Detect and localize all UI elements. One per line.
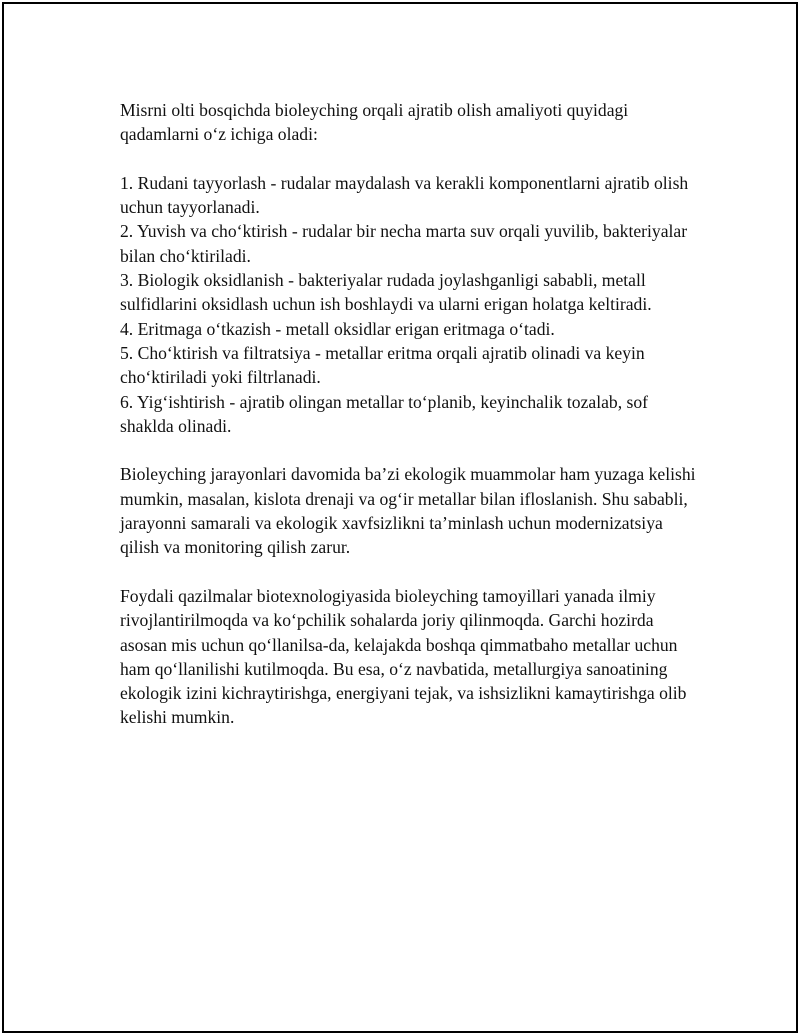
document-body: [120, 98, 700, 730]
ecology-paragraph: Bioleyching jarayonlari davomida ba’zi ekologik muammolar ham yuzaga kelishi mumkin, masalan, kislota drenaji va og‘ir metallar bilan ifloslanish. Shu sababli, jarayonni samarali va ekologik xavfsizlikni ta’minlash uchun modernizatsiya qilish va monitoring qilish zarur.: [120, 464, 696, 558]
paragraph-gap: [120, 147, 700, 171]
paragraph-gap: [120, 438, 700, 462]
list-item-step-2: 2. Yuvish va cho‘ktirish - rudalar bir necha marta suv orqali yuvilib, bakteriyalar bilan cho‘ktiriladi.: [120, 221, 688, 266]
list-item-step-5: 5. Cho‘ktirish va filtratsiya - metallar eritma orqali ajratib olinadi va keyin cho‘ktiriladi yoki filtrlanadi.: [120, 342, 645, 388]
steps-list: [120, 171, 700, 438]
intro-paragraph: Misrni olti bosqichda bioleyching orqali ajratib olish amaliyoti quyidagi qadamlarni o‘z ichiga oladi:: [120, 100, 629, 145]
list-item-step-4: 4. Eritmaga o‘tkazish - metall oksidlar erigan eritmaga o‘tadi.: [120, 318, 555, 339]
document-page: [2, 2, 798, 1033]
list-item-step-6: 6. Yig‘ishtirish - ajratib olingan metallar to‘planib, keyinchalik tozalab, sof shaklda olinadi.: [120, 391, 649, 436]
paragraph-gap: [120, 560, 700, 584]
outlook-paragraph: Foydali qazilmalar biotexnologiyasida bioleyching tamoyillari yanada ilmiy rivojlantirilmoqda va ko‘pchilik sohalarda joriy qilinmoqda. Garchi hozirda asosan mis uchun qo‘llanilsa-da, kelajakda boshqa qimmatbaho metallar uchun ham qo‘llanilishi kutilmoqda. Bu esa, o‘z navbatida, metallurgiya sanoatining ekologik izini kichraytirishga, energiyani tejak, va ishsizlikni kamaytirishga olib kelishi mumkin.: [120, 585, 687, 728]
list-item-step-3: 3. Biologik oksidlanish - bakteriyalar rudada joylashganligi sababli, metall sulfidlarini oksidlash uchun ish boshlaydi va ularni erigan holatga keltiradi.: [120, 270, 652, 315]
list-item-step-1: 1. Rudani tayyorlash - rudalar maydalash va kerakli komponentlarni ajratib olish uchun tayyorlanadi.: [120, 172, 689, 218]
